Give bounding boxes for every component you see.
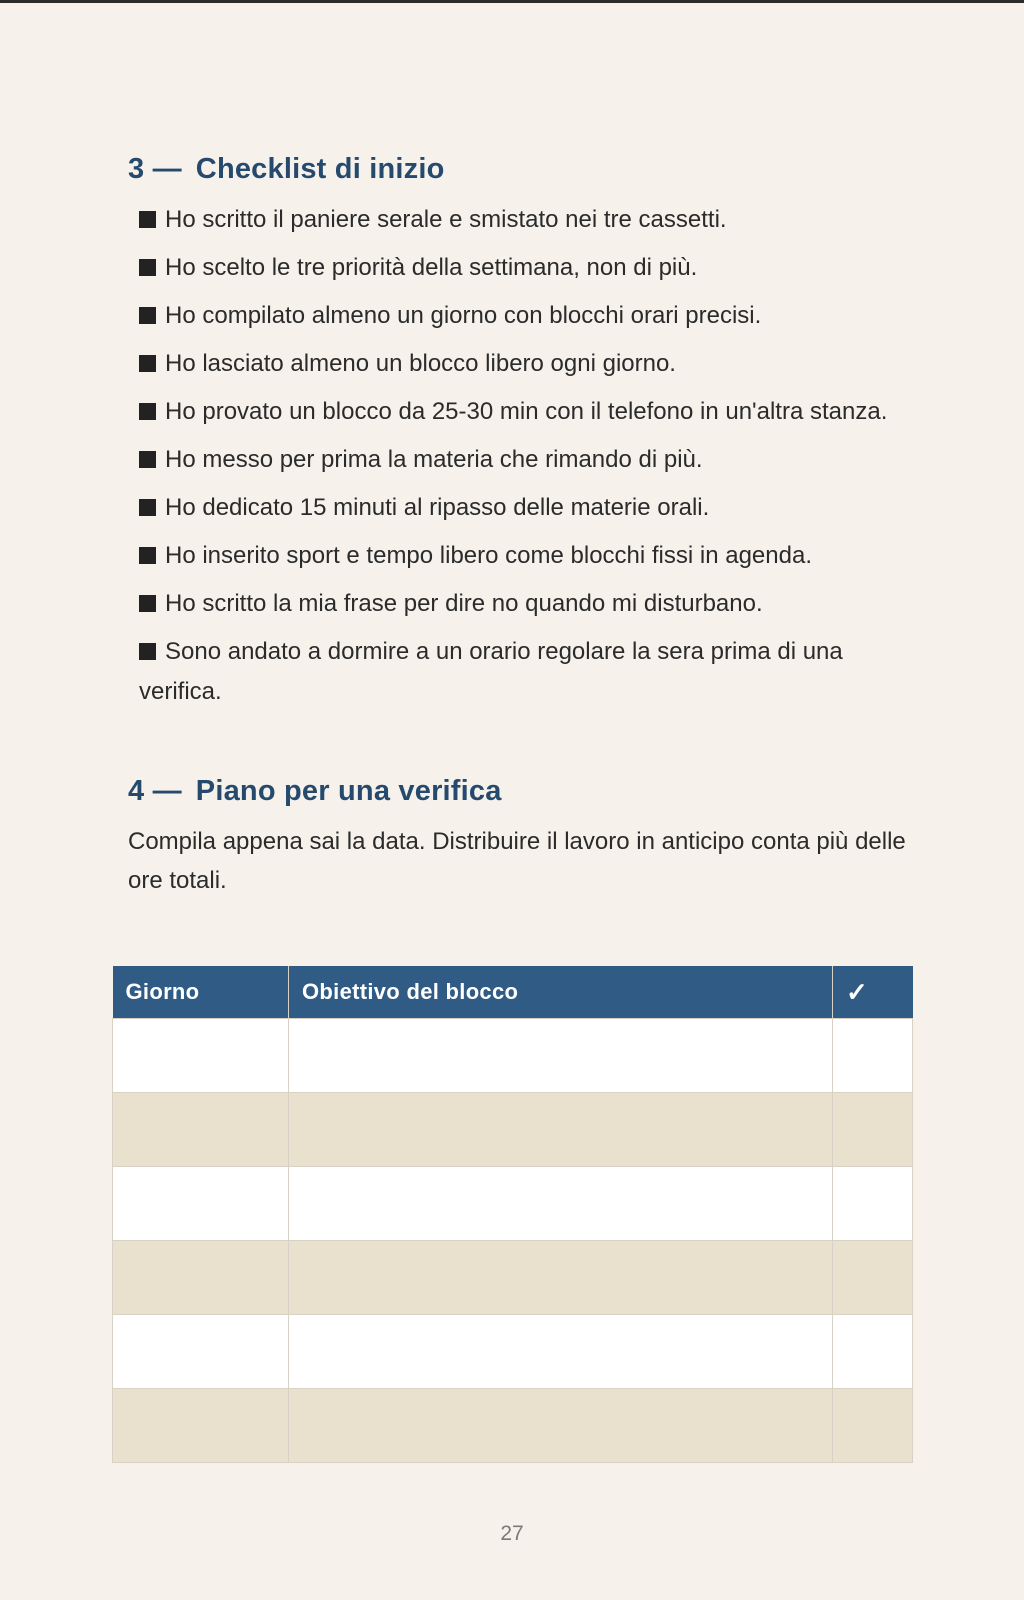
cell-obiettivo[interactable] <box>289 1315 833 1389</box>
table-header-row <box>113 966 913 1019</box>
section-3-heading <box>128 150 908 188</box>
checklist-item-text: Ho scritto la mia frase per dire no quando mi disturbano. <box>165 590 763 617</box>
checklist-item-text: Ho dedicato 15 minuti al ripasso delle materie orali. <box>165 494 710 521</box>
cell-check[interactable] <box>833 1093 913 1167</box>
cell-check[interactable] <box>833 1389 913 1463</box>
cell-giorno[interactable] <box>113 1389 289 1463</box>
cell-giorno[interactable] <box>113 1019 289 1093</box>
checklist-item-text: Ho messo per prima la materia che rimando di più. <box>165 446 703 473</box>
checklist-item <box>139 296 908 336</box>
section-4-heading <box>128 772 908 810</box>
section-4 <box>128 772 908 900</box>
checkbox-square-icon <box>139 211 156 228</box>
cell-giorno[interactable] <box>113 1315 289 1389</box>
top-rule <box>0 0 1024 3</box>
cell-check[interactable] <box>833 1241 913 1315</box>
section-4-number: 4 — <box>128 775 182 807</box>
cell-check[interactable] <box>833 1315 913 1389</box>
table-row <box>113 1167 913 1241</box>
checklist-item <box>139 200 908 240</box>
checklist-item-text: Ho scritto il paniere serale e smistato nei tre cassetti. <box>165 206 727 233</box>
section-3-title: Checklist di inizio <box>195 153 445 185</box>
checkbox-square-icon <box>139 595 156 612</box>
checkbox-square-icon <box>139 499 156 516</box>
table-row <box>113 1019 913 1093</box>
checkbox-square-icon <box>139 643 156 660</box>
checkbox-square-icon <box>139 307 156 324</box>
checklist-item-text: Ho lasciato almeno un blocco libero ogni giorno. <box>165 350 676 377</box>
table-row <box>113 1315 913 1389</box>
checklist-item-text: Ho inserito sport e tempo libero come blocchi fissi in agenda. <box>165 542 812 569</box>
header-check-icon: ✓ <box>833 966 913 1019</box>
checklist-item <box>139 584 908 624</box>
page-number: 27 <box>500 1522 524 1545</box>
cell-check[interactable] <box>833 1019 913 1093</box>
checkbox-square-icon <box>139 547 156 564</box>
header-obiettivo: Obiettivo del blocco <box>289 966 833 1019</box>
checklist-item <box>139 392 908 432</box>
header-giorno: Giorno <box>113 966 289 1019</box>
table-row <box>113 1389 913 1463</box>
plan-table <box>112 966 913 1463</box>
table-row <box>113 1241 913 1315</box>
checklist-item <box>139 440 908 480</box>
cell-obiettivo[interactable] <box>289 1241 833 1315</box>
cell-check[interactable] <box>833 1167 913 1241</box>
checklist-item-text: Sono andato a dormire a un orario regolare la sera prima di una verifica. <box>139 638 843 705</box>
cell-obiettivo[interactable] <box>289 1019 833 1093</box>
section-4-title: Piano per una verifica <box>195 775 502 807</box>
checklist <box>128 200 908 712</box>
section-3-number: 3 — <box>128 153 182 185</box>
cell-obiettivo[interactable] <box>289 1093 833 1167</box>
checklist-item-text: Ho compilato almeno un giorno con blocchi orari precisi. <box>165 302 762 329</box>
checklist-item <box>139 632 908 712</box>
cell-obiettivo[interactable] <box>289 1167 833 1241</box>
section-4-intro: Compila appena sai la data. Distribuire il lavoro in anticipo conta più delle ore totali. <box>128 828 906 894</box>
checklist-item-text: Ho scelto le tre priorità della settimana, non di più. <box>165 254 698 281</box>
page-content <box>128 150 908 900</box>
checkbox-square-icon <box>139 355 156 372</box>
checkbox-square-icon <box>139 403 156 420</box>
checklist-item <box>139 344 908 384</box>
checkbox-square-icon <box>139 451 156 468</box>
table-row <box>113 1093 913 1167</box>
cell-giorno[interactable] <box>113 1093 289 1167</box>
checklist-item <box>139 248 908 288</box>
cell-obiettivo[interactable] <box>289 1389 833 1463</box>
checklist-item-text: Ho provato un blocco da 25-30 min con il telefono in un'altra stanza. <box>165 398 888 425</box>
cell-giorno[interactable] <box>113 1241 289 1315</box>
cell-giorno[interactable] <box>113 1167 289 1241</box>
checklist-item <box>139 488 908 528</box>
checkbox-square-icon <box>139 259 156 276</box>
checklist-item <box>139 536 908 576</box>
